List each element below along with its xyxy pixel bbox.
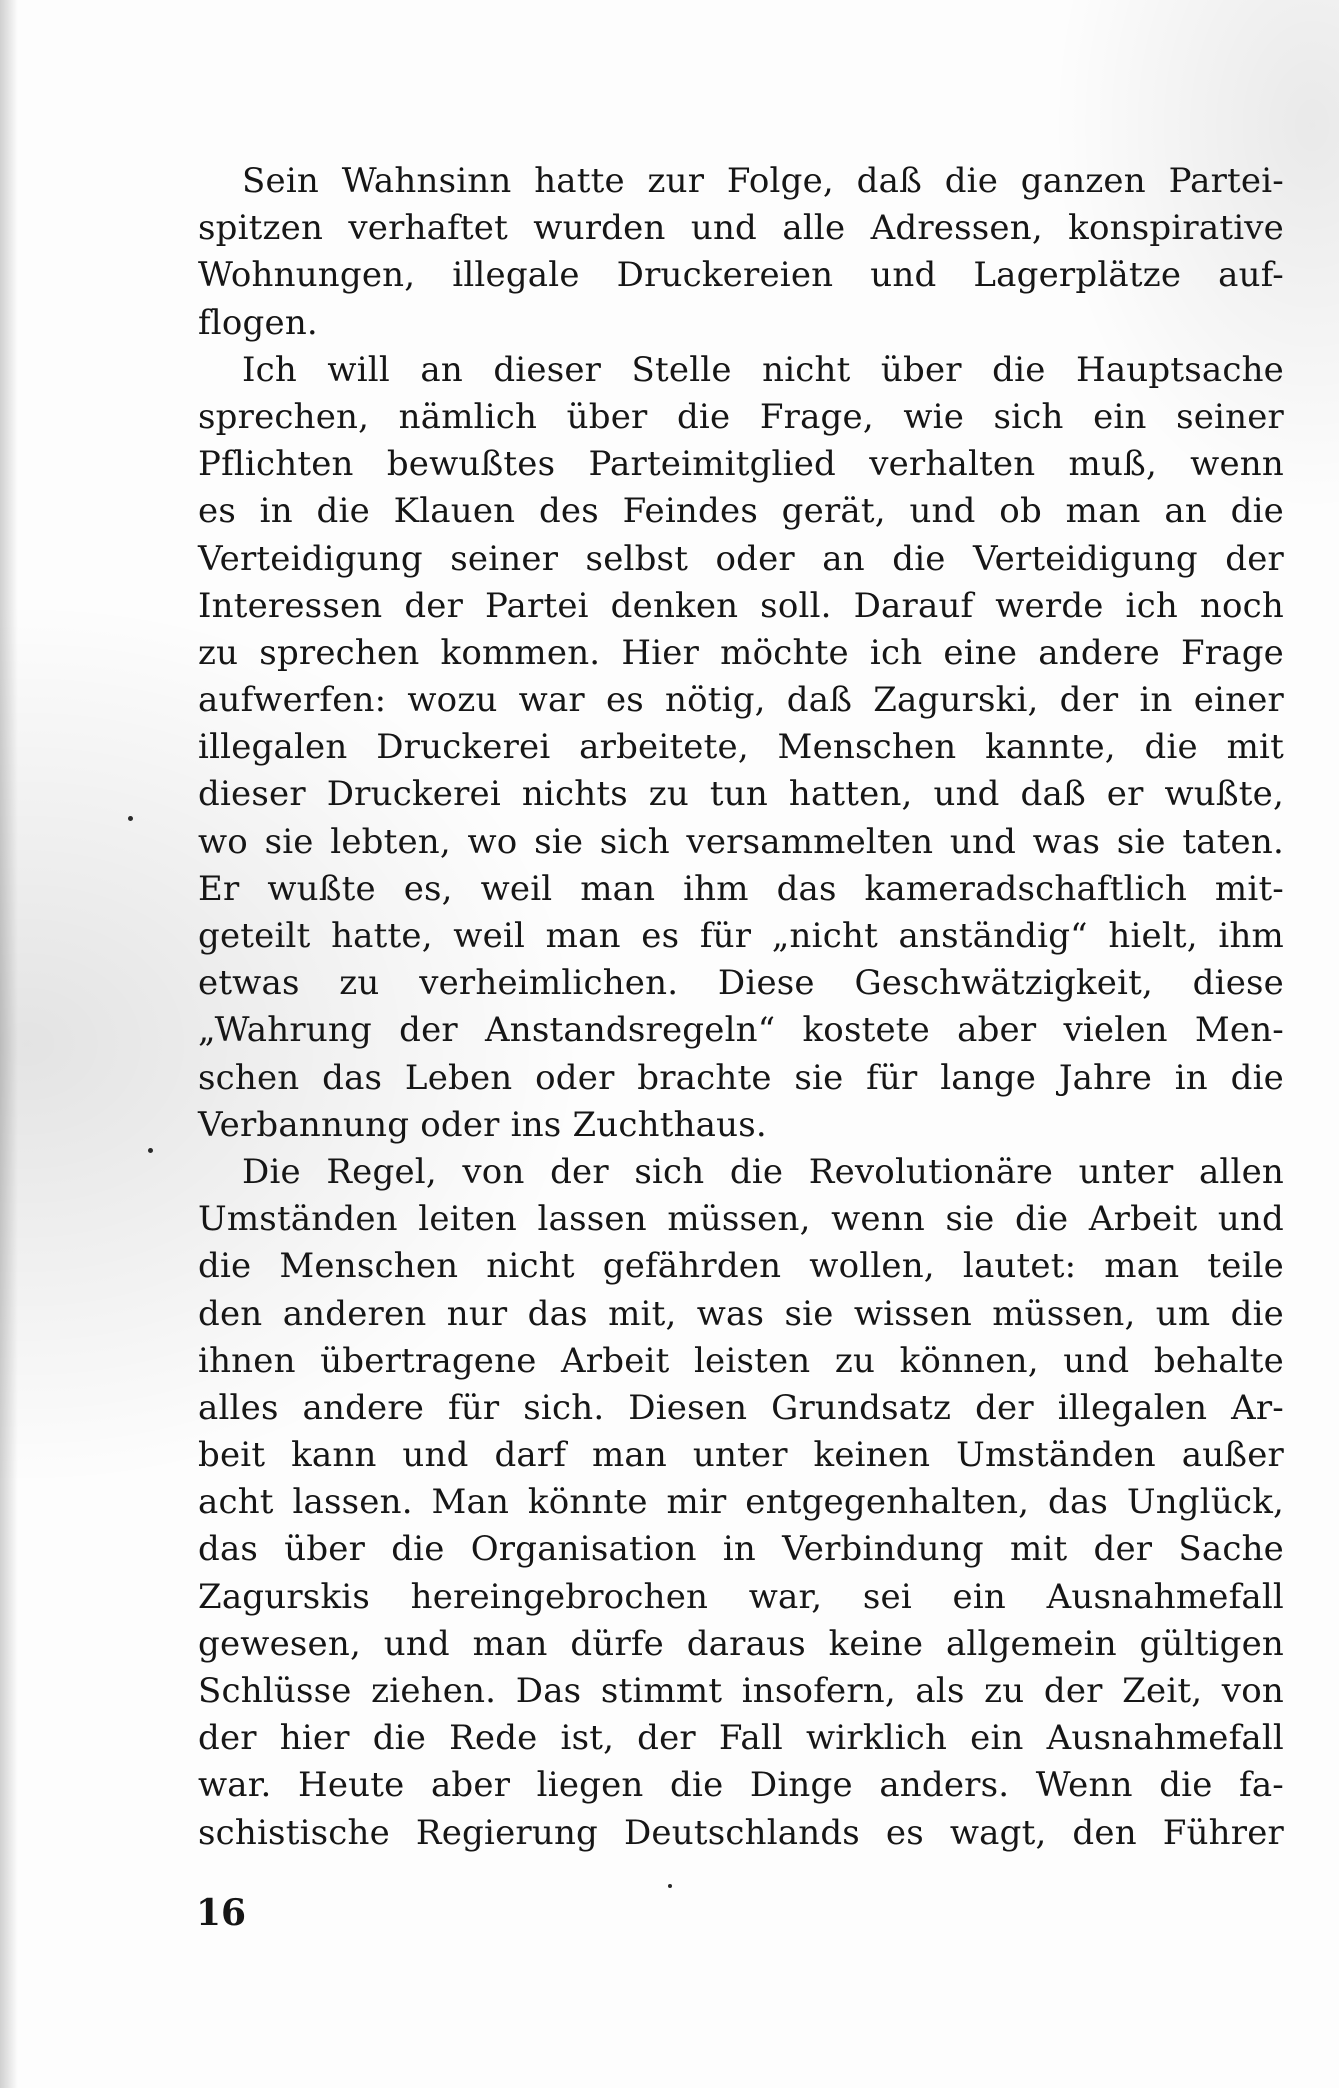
page-edge-shadow — [0, 0, 18, 2088]
text-line: aufwerfen: wozu war es nötig, daß Zagurski, der in einer — [198, 680, 1284, 721]
text-line: den anderen nur das mit, was sie wissen müssen, um die — [198, 1293, 1284, 1334]
scan-speck — [128, 816, 133, 821]
text-line: schistische Regierung Deutschlands es wagt, den Führer — [198, 1812, 1284, 1853]
body-text — [198, 158, 1284, 1857]
text-line: Ich will an dieser Stelle nicht über die Hauptsache — [242, 349, 1284, 390]
scan-speck — [148, 1148, 153, 1153]
text-line: Verbannung oder ins Zuchthaus. — [198, 1104, 767, 1145]
scan-speck — [668, 1884, 672, 1888]
text-line: Umständen leiten lassen müssen, wenn sie die Arbeit und — [198, 1199, 1284, 1240]
text-line: zu sprechen kommen. Hier möchte ich eine andere Frage — [198, 632, 1284, 673]
text-line: Sein Wahnsinn hatte zur Folge, daß die ganzen Partei- — [242, 161, 1284, 201]
page-number: 16 — [196, 1892, 247, 1934]
text-line: spitzen verhaftet wurden und alle Adressen, konspirative — [198, 208, 1284, 249]
text-line: das über die Organisation in Verbindung mit der Sache — [198, 1529, 1284, 1570]
text-line: Wohnungen, illegale Druckereien und Lagerplätze auf- — [198, 255, 1284, 296]
text-line: der hier die Rede ist, der Fall wirklich ein Ausnahmefall — [198, 1718, 1284, 1759]
text-line: die Menschen nicht gefährden wollen, lautet: man teile — [198, 1246, 1284, 1287]
text-line: illegalen Druckerei arbeitete, Menschen kannte, die mit — [198, 727, 1284, 768]
text-line: alles andere für sich. Diesen Grundsatz der illegalen Ar- — [198, 1387, 1284, 1428]
paragraph-3 — [198, 1149, 1284, 1857]
text-line: etwas zu verheimlichen. Diese Geschwätzigkeit, diese — [198, 963, 1284, 1004]
text-line: schen das Leben oder brachte sie für lange Jahre in die — [198, 1057, 1284, 1098]
text-line: ihnen übertragene Arbeit leisten zu können, und behalte — [198, 1340, 1284, 1381]
text-line: sprechen, nämlich über die Frage, wie sich ein seiner — [198, 396, 1284, 437]
text-line: Er wußte es, weil man ihm das kameradschaftlich mit- — [198, 868, 1284, 909]
paragraph-2 — [198, 347, 1284, 1149]
paragraph-1 — [198, 158, 1284, 347]
text-line: es in die Klauen des Feindes gerät, und ob man an die — [198, 491, 1284, 532]
text-line: Interessen der Partei denken soll. Darauf werde ich noch — [198, 585, 1284, 626]
text-line: war. Heute aber liegen die Dinge anders. Wenn die fa- — [198, 1765, 1284, 1806]
text-line: Zagurskis hereingebrochen war, sei ein Ausnahmefall — [198, 1576, 1284, 1617]
text-line: Schlüsse ziehen. Das stimmt insofern, als zu der Zeit, von — [198, 1671, 1284, 1711]
text-line: Pflichten bewußtes Parteimitglied verhalten muß, wenn — [198, 444, 1284, 485]
text-line: wo sie lebten, wo sie sich versammelten und was sie taten. — [198, 821, 1284, 862]
text-line: flogen. — [198, 302, 318, 343]
text-line: Verteidigung seiner selbst oder an die Verteidigung der — [198, 538, 1284, 579]
text-line: gewesen, und man dürfe daraus keine allgemein gültigen — [198, 1623, 1284, 1664]
text-line: geteilt hatte, weil man es für „nicht anständig“ hielt, ihm — [198, 916, 1284, 956]
text-line: dieser Druckerei nichts zu tun hatten, und daß er wußte, — [198, 774, 1284, 815]
text-line: acht lassen. Man könnte mir entgegenhalten, das Unglück, — [198, 1482, 1284, 1523]
text-line: beit kann und darf man unter keinen Umständen außer — [198, 1435, 1284, 1476]
text-line: Die Regel, von der sich die Revolutionäre unter allen — [242, 1151, 1284, 1192]
text-line: „Wahrung der Anstandsregeln“ kostete aber vielen Men- — [198, 1010, 1284, 1051]
